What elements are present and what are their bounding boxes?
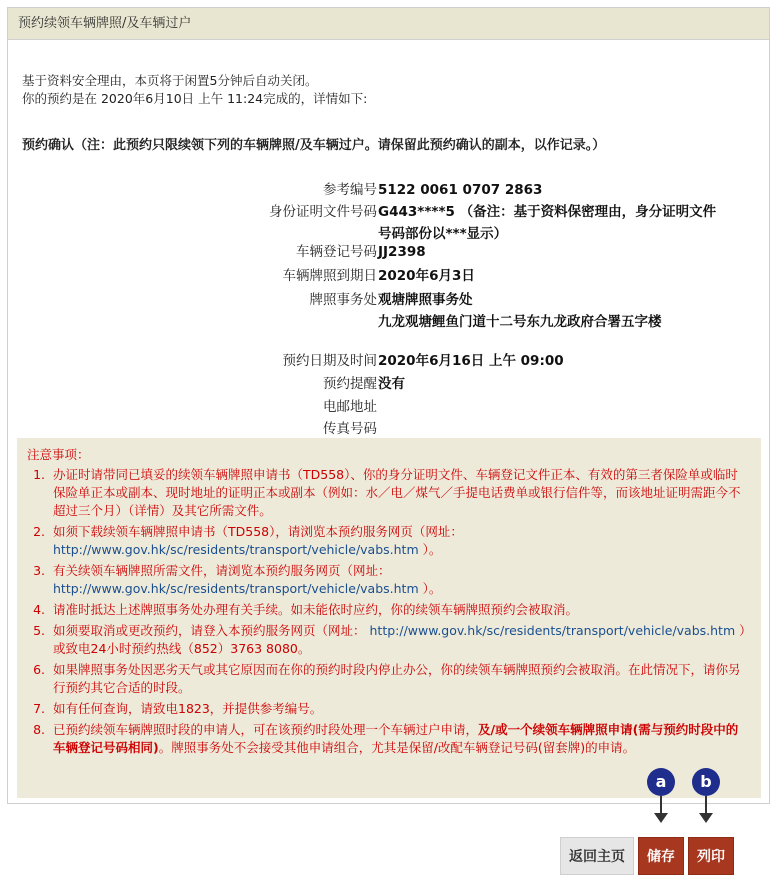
booking-time-text: 你的预约是在 2020年6月10日 上午 11:24完成的，详情如下: <box>22 91 368 106</box>
note-8-text: 已预约续领车辆牌照时段的申请人，可在该预约时段处理一个车辆过户申请， <box>53 722 479 737</box>
booking-confirmation-panel <box>7 7 770 804</box>
note-item <box>49 466 749 520</box>
note-item <box>49 700 749 718</box>
note-4-text: 请准时抵达上述牌照事务处办理有关手续。如未能依时应约，你的续领车辆牌照预约会被取消。 <box>53 602 579 617</box>
note-2-suffix: ）。 <box>422 542 442 557</box>
note-8-suffix: 。牌照事务处不会接受其他申请组合，尤其是保留/改配车辆登记号码(留套牌)的申请。 <box>158 740 636 755</box>
office-label: 牌照事务处 <box>309 292 377 308</box>
note-item <box>49 622 749 658</box>
print-button[interactable]: 列印 <box>688 837 734 875</box>
note-6-text: 如果牌照事务处因恶劣天气或其它原因而在你的预约时段内停止办公，你的续领车辆牌照预约会被取消。在此情况下，请你另行预约其它合适的时段。 <box>53 662 741 695</box>
datetime-value: 2020年6月16日 上午 09:00 <box>378 353 564 369</box>
arrow-b-head <box>699 813 713 823</box>
note-5-suffix: ）或致电24小时预约热线（852）3763 8080。 <box>53 623 746 656</box>
idle-notice: 基于资料安全理由，本页将于闲置5分钟后自动关闭。 <box>22 73 318 88</box>
arrow-b-shaft <box>705 796 707 814</box>
note-5-text: 如须要取消或更改预约，请登入本预约服务网页（网址： <box>53 623 366 638</box>
note-1-text: 办证时请带同已填妥的续领车辆牌照申请书（TD558）、你的身分证明文件、车辆登记文件正本、有效的第三者保险单或临时保险单正本或副本、现时地址的证明正本或副本（例如：水／电／煤气／手提电话费单或银行信件等，而该地址证明需距今不超过三个月）（详情）及其它所需文件。 <box>53 467 741 518</box>
annotation-marker-a: a <box>647 768 675 796</box>
arrow-a-head <box>654 813 668 823</box>
note-item <box>49 523 749 559</box>
note-item <box>49 601 749 619</box>
note-5-link[interactable]: http://www.gov.hk/sc/residents/transport/vehicle/vabs.htm <box>369 623 736 638</box>
fax-label: 传真号码 <box>323 421 377 437</box>
annotation-marker-b: b <box>692 768 720 796</box>
reference-value: 5122 0061 0707 2863 <box>378 182 543 198</box>
note-2-link[interactable]: http://www.gov.hk/sc/residents/transport/vehicle/vabs.htm <box>53 542 419 557</box>
back-home-button[interactable]: 返回主页 <box>560 837 634 875</box>
note-item <box>49 661 749 697</box>
save-button[interactable]: 储存 <box>638 837 684 875</box>
note-item <box>49 562 749 598</box>
reference-label: 参考编号 <box>323 182 377 198</box>
action-bar <box>560 837 734 875</box>
panel-title: 预约续领车辆牌照/及车辆过户 <box>8 8 769 40</box>
note-item <box>49 721 749 757</box>
note-3-link[interactable]: http://www.gov.hk/sc/residents/transport/vehicle/vabs.htm <box>53 581 419 596</box>
note-7-text: 如有任何查询，请致电1823，并提供参考编号。 <box>53 701 323 716</box>
confirmation-heading: 预约确认（注：此预约只限续领下列的车辆牌照/及车辆过户。请保留此预约确认的副本，以作记录。） <box>22 138 606 153</box>
expiry-label: 车辆牌照到期日 <box>282 268 377 284</box>
office-address: 九龙观塘鲤鱼门道十二号东九龙政府合署五字楼 <box>378 314 662 330</box>
registration-label: 车辆登记号码 <box>296 244 377 260</box>
id-value: G443****5 （备注：基于资料保密理由，身分证明文件号码部份以***显示） <box>378 204 717 242</box>
note-3-suffix: ）。 <box>422 581 442 596</box>
notes-box <box>17 438 761 798</box>
datetime-label: 预约日期及时间 <box>282 353 377 369</box>
office-name: 观塘牌照事务处 <box>378 292 473 308</box>
note-2-text: 如须下载续领车辆牌照申请书（TD558），请浏览本预约服务网页（网址： <box>53 524 463 539</box>
notes-title: 注意事项： <box>27 447 90 462</box>
office-value <box>378 289 728 333</box>
expiry-value: 2020年6月3日 <box>378 268 475 284</box>
reminder-label: 预约提醒 <box>323 376 377 392</box>
note-8-emphasis: 及/或一个续领车辆牌照申请(需与预约时段中的车辆登记号码相同) <box>53 722 739 755</box>
registration-value: JJ2398 <box>378 244 426 260</box>
email-label: 电邮地址 <box>323 399 377 415</box>
id-label: 身份证明文件号码 <box>269 204 377 220</box>
notes-list <box>49 466 749 757</box>
reminder-value: 没有 <box>378 376 405 392</box>
arrow-a-shaft <box>660 796 662 814</box>
note-3-text: 有关续领车辆牌照所需文件，请浏览本预约服务网页（网址： <box>53 563 391 578</box>
intro-text <box>22 72 367 108</box>
